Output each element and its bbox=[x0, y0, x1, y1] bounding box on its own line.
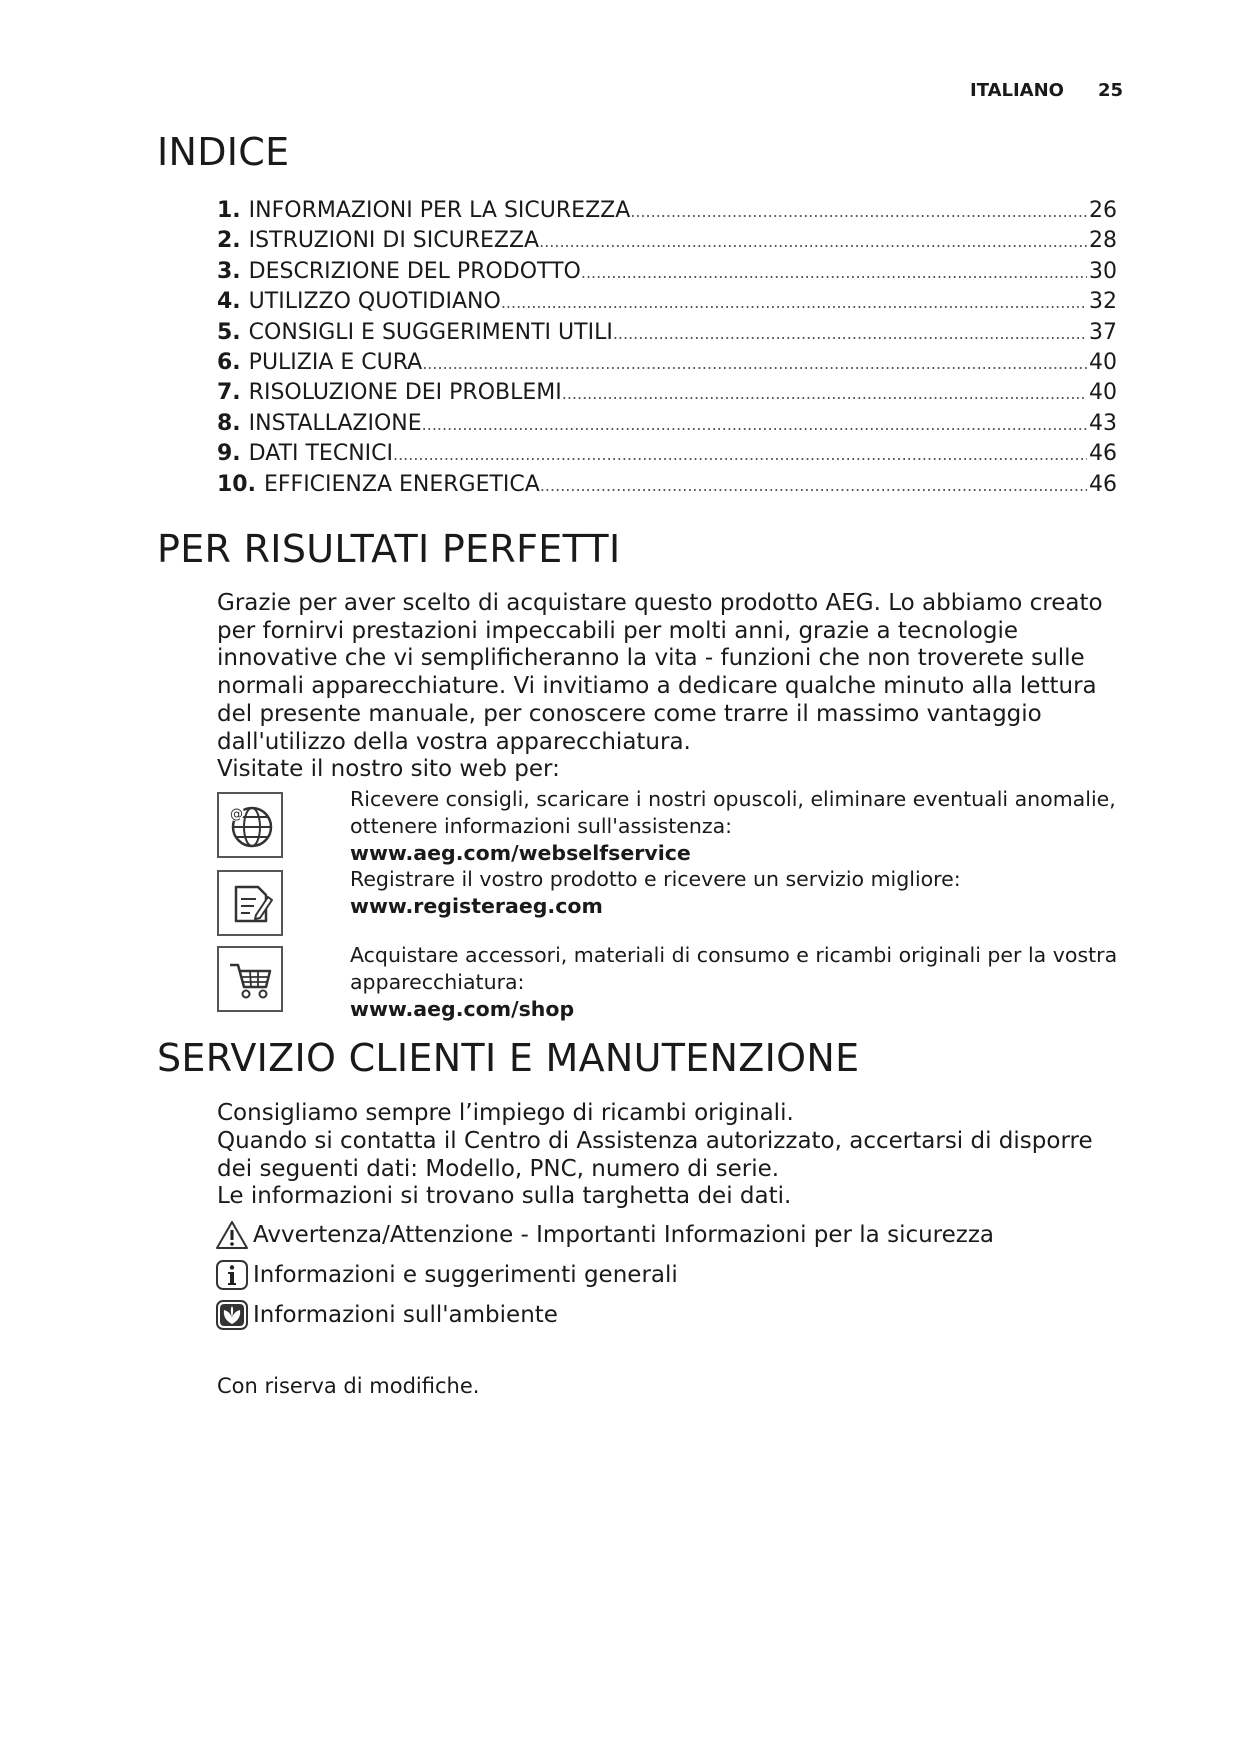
legend-text: Informazioni e suggerimenti generali bbox=[253, 1262, 678, 1288]
toc-leader-dots bbox=[613, 324, 1087, 343]
toc-item[interactable] bbox=[217, 259, 1117, 289]
results-title: PER RISULTATI PERFETTI bbox=[157, 527, 621, 571]
service-line-1: Consigliamo sempre l’impiego di ricambi originali. bbox=[217, 1100, 794, 1126]
toc-item-page: 28 bbox=[1089, 228, 1117, 254]
toc-item-label: ISTRUZIONI DI SICUREZZA bbox=[248, 228, 540, 254]
legend-text: Avvertenza/Attenzione - Importanti Informazioni per la sicurezza bbox=[253, 1222, 995, 1248]
web-item-text bbox=[350, 866, 1130, 920]
legend-text: Informazioni sull'ambiente bbox=[253, 1302, 558, 1328]
toc-leader-dots bbox=[540, 476, 1087, 495]
table-of-contents bbox=[217, 198, 1117, 502]
toc-leader-dots bbox=[630, 202, 1087, 221]
toc-item-page: 40 bbox=[1089, 380, 1117, 406]
environment-icon bbox=[215, 1298, 249, 1332]
toc-item-number: 8. bbox=[217, 410, 241, 436]
toc-item-label: INFORMAZIONI PER LA SICUREZZA bbox=[248, 198, 631, 223]
toc-item[interactable] bbox=[217, 289, 1117, 319]
toc-item-label: CONSIGLI E SUGGERIMENTI UTILI bbox=[248, 319, 613, 345]
register-icon bbox=[217, 870, 283, 936]
toc-item-label: DESCRIZIONE DEL PRODOTTO bbox=[248, 258, 581, 284]
toc-item-label: PULIZIA E CURA bbox=[248, 349, 423, 375]
legend-item bbox=[215, 1218, 994, 1252]
footer-note: Con riserva di modifiche. bbox=[217, 1374, 480, 1398]
shopping-cart-icon bbox=[217, 946, 283, 1012]
web-item-row bbox=[217, 946, 283, 1012]
toc-item-number: 5. bbox=[217, 319, 241, 345]
toc-item[interactable] bbox=[217, 228, 1117, 258]
toc-item[interactable] bbox=[217, 441, 1117, 471]
shop-link[interactable]: www.aeg.com/shop bbox=[350, 997, 575, 1021]
toc-item-page: 40 bbox=[1089, 349, 1117, 375]
globe-icon bbox=[217, 792, 283, 858]
toc-item-page: 30 bbox=[1089, 258, 1117, 284]
toc-item-page: 46 bbox=[1089, 471, 1117, 497]
service-line-3: Le informazioni si trovano sulla targhetta dei dati. bbox=[217, 1183, 792, 1209]
toc-item-label: INSTALLAZIONE bbox=[248, 410, 422, 436]
toc-item-page: 37 bbox=[1089, 319, 1117, 345]
toc-leader-dots bbox=[562, 384, 1087, 403]
toc-leader-dots bbox=[393, 445, 1087, 464]
toc-item-number: 10. bbox=[217, 471, 256, 497]
toc-item-label: UTILIZZO QUOTIDIANO bbox=[248, 289, 501, 315]
toc-item[interactable] bbox=[217, 198, 1117, 228]
toc-item-number: 4. bbox=[217, 289, 241, 315]
toc-item-page: 32 bbox=[1089, 289, 1117, 315]
warning-icon bbox=[215, 1218, 249, 1252]
webselfservice-link[interactable]: www.aeg.com/webselfservice bbox=[350, 841, 691, 865]
toc-item[interactable] bbox=[217, 350, 1117, 380]
toc-item[interactable] bbox=[217, 411, 1117, 441]
toc-leader-dots bbox=[422, 415, 1087, 434]
results-intro: Grazie per aver scelto di acquistare questo prodotto AEG. Lo abbiamo creato per fornirvi prestazioni impeccabili per molti anni, grazie a tecnologie innovative che vi semplificheranno la vita - funzioni che non troverete sulle normali apparecchiature. Vi invitiamo a dedicare qualche minuto alla lettura del presente manuale, per conoscere come trarre il massimo vantaggio dall'utilizzo della vostra apparecchiatura. bbox=[217, 590, 1103, 755]
toc-item-number: 3. bbox=[217, 258, 241, 284]
toc-item-page: 26 bbox=[1089, 198, 1117, 223]
toc-item-label: RISOLUZIONE DEI PROBLEMI bbox=[248, 380, 562, 406]
web-item-text bbox=[350, 942, 1130, 1023]
toc-item-page: 43 bbox=[1089, 410, 1117, 436]
index-title: INDICE bbox=[157, 130, 290, 174]
legend-item bbox=[215, 1298, 558, 1332]
toc-leader-dots bbox=[581, 263, 1087, 282]
web-item-row bbox=[217, 870, 283, 936]
toc-item[interactable] bbox=[217, 472, 1117, 502]
info-icon bbox=[215, 1258, 249, 1292]
web-item-row bbox=[217, 792, 283, 858]
web-item-description: Acquistare accessori, materiali di consumo e ricambi originali per la vostra apparecchiatura: bbox=[350, 943, 1118, 994]
results-visit: Visitate il nostro sito web per: bbox=[217, 756, 560, 782]
service-line-2: Quando si contatta il Centro di Assistenza autorizzato, accertarsi di disporre dei seguenti dati: Modello, PNC, numero di serie. bbox=[217, 1128, 1093, 1182]
legend-item bbox=[215, 1258, 678, 1292]
toc-leader-dots bbox=[422, 354, 1087, 373]
language-label: ITALIANO bbox=[970, 80, 1064, 101]
web-item-description: Registrare il vostro prodotto e ricevere un servizio migliore: bbox=[350, 867, 961, 891]
service-title: SERVIZIO CLIENTI E MANUTENZIONE bbox=[157, 1036, 860, 1080]
svg-text:@: @ bbox=[230, 807, 243, 822]
toc-leader-dots bbox=[501, 293, 1087, 312]
toc-item-label: DATI TECNICI bbox=[248, 441, 393, 467]
page-number: 25 bbox=[1097, 80, 1124, 101]
toc-item-label: EFFICIENZA ENERGETICA bbox=[263, 471, 540, 497]
toc-item[interactable] bbox=[217, 320, 1117, 350]
toc-item[interactable] bbox=[217, 380, 1117, 410]
toc-item-number: 9. bbox=[217, 441, 241, 467]
toc-item-number: 7. bbox=[217, 380, 241, 406]
web-item-text bbox=[350, 786, 1130, 867]
web-item-description: Ricevere consigli, scaricare i nostri opuscoli, eliminare eventuali anomalie, ottenere informazioni sull'assistenza: bbox=[350, 787, 1116, 838]
toc-item-number: 6. bbox=[217, 349, 241, 375]
toc-item-number: 1. bbox=[217, 198, 241, 223]
page-header bbox=[970, 80, 1124, 101]
toc-item-page: 46 bbox=[1089, 441, 1117, 467]
toc-item-number: 2. bbox=[217, 228, 241, 254]
toc-leader-dots bbox=[539, 232, 1087, 251]
registeraeg-link[interactable]: www.registeraeg.com bbox=[350, 894, 603, 918]
